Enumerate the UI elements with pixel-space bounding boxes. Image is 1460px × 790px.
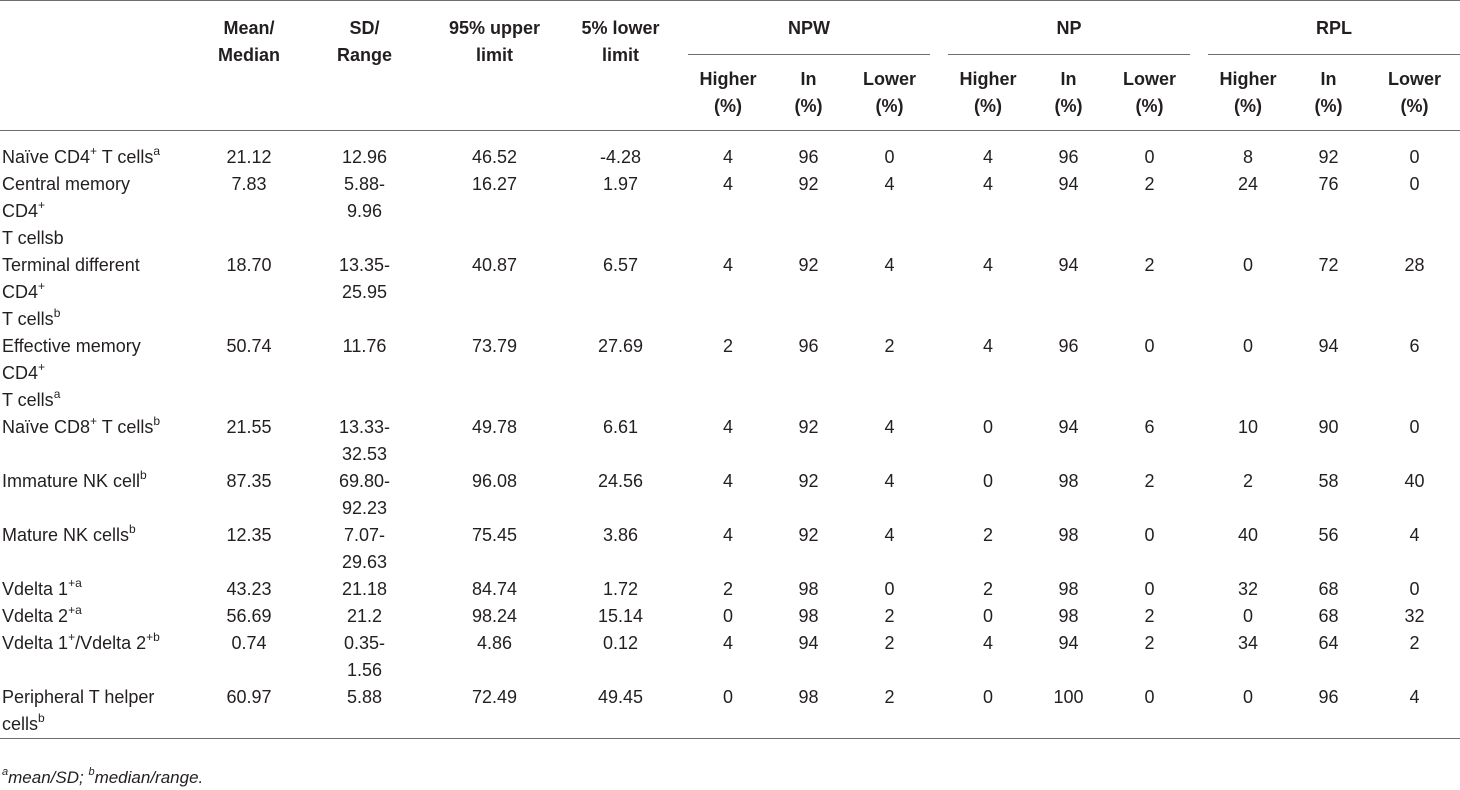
subheader-rpl-1 [1288,55,1369,131]
subheader-rpl-0 [1208,55,1288,131]
cell-lower: -4.28 [599,147,642,167]
cell-rpl-1: 94 [1318,336,1339,356]
cell-rpl-0: 0 [1243,606,1254,626]
cell-npw-1: 98 [798,606,819,626]
group-header-np: NP [948,1,1190,55]
cell-rpl-0: 10 [1238,417,1259,437]
group-header-rpl: RPL [1208,1,1460,55]
label-sup: b [153,414,161,428]
label-text: CD4 [2,282,39,302]
label-text: Vdelta 1 [2,579,69,599]
cell-rpl-1: 96 [1318,687,1339,707]
group-gap [1190,630,1208,684]
label-sup: + [38,198,46,212]
group-gap [930,414,948,468]
cell-rpl-0: 34 [1238,633,1259,653]
group-gap [1190,522,1208,576]
cell-npw-1: 92 [798,471,819,491]
label-sup: + [68,630,76,644]
cell-lower: 24.56 [597,471,644,491]
header-line: (%) [875,96,904,116]
header-line: 95% upper [448,18,541,38]
cell-upper: 84.74 [471,579,518,599]
cell-np-0: 4 [982,174,993,194]
cell-upper: 4.86 [476,633,513,653]
header-upper [436,1,553,131]
subheader-rpl-2 [1369,55,1460,131]
cell-upper: 73.79 [471,336,518,356]
cell-np-2: 2 [1144,471,1155,491]
header-line: Lower [1388,69,1442,89]
cell-npw-0: 4 [722,255,733,275]
header-mean [205,1,293,131]
cell-np-2: 0 [1144,687,1155,707]
label-sup: + [90,144,98,158]
cell-rpl-1: 72 [1318,255,1339,275]
row-label [0,468,205,522]
label-text: Mature NK cells [2,525,130,545]
label-text: Peripheral T helper [2,687,155,707]
cell-mean: 21.55 [226,417,272,437]
row-label [0,522,205,576]
cell-rpl-1: 68 [1318,579,1339,599]
group-gap [1190,603,1208,630]
cell-np-2: 6 [1144,417,1155,437]
cell-npw-1: 96 [798,336,819,356]
cell-rpl-0: 0 [1243,687,1254,707]
label-text: T cells [97,147,154,167]
cell-lower: 0.12 [602,633,639,653]
group-gap [1190,55,1208,131]
header-line: limit [601,45,639,65]
subheader-npw-0 [688,55,768,131]
cell-npw-2: 2 [884,633,895,653]
cell-rpl-0: 24 [1238,174,1259,194]
row-label [0,333,205,414]
cell-np-1: 98 [1058,525,1079,545]
cell-np-0: 4 [982,147,993,167]
cell-rpl-1: 56 [1318,525,1339,545]
cell-npw-1: 94 [798,633,819,653]
table-row [0,576,1460,603]
row-label [0,576,205,603]
cell-np-0: 0 [982,417,993,437]
cell-npw-0: 4 [722,174,733,194]
sd-line: 69.80- [338,471,391,491]
cell-npw-2: 4 [884,255,895,275]
group-gap [930,333,948,414]
cell-rpl-2: 28 [1404,255,1425,275]
header-line: In [1060,69,1077,89]
cell-upper: 98.24 [471,606,518,626]
cell-upper: 49.78 [471,417,518,437]
header-line: Range [336,45,392,65]
header-line: Higher [1219,69,1277,89]
cell-sd [293,576,436,603]
cell-mean: 21.12 [226,147,272,167]
cell-rpl-0: 8 [1243,147,1254,167]
cell-npw-0: 2 [722,579,733,599]
cell-upper: 40.87 [471,255,518,275]
cell-np-1: 98 [1058,471,1079,491]
cell-np-2: 2 [1144,174,1155,194]
cell-mean: 56.69 [226,606,272,626]
header-line: (%) [1234,96,1263,116]
cell-npw-1: 92 [798,174,819,194]
cell-rpl-0: 0 [1243,336,1254,356]
cell-np-1: 98 [1058,606,1079,626]
cell-upper: 46.52 [471,147,518,167]
header-line: Higher [699,69,757,89]
row-label [0,684,205,739]
group-gap [1190,333,1208,414]
cell-np-2: 0 [1144,525,1155,545]
cell-lower: 49.45 [597,687,644,707]
cell-upper: 75.45 [471,525,518,545]
label-text: CD4 [2,201,39,221]
header-line: In [1320,69,1337,89]
group-gap [1190,1,1208,55]
sd-line: 5.88 [346,687,383,707]
sd-line: 12.96 [341,147,388,167]
label-sup: b [38,711,45,725]
subheader-np-0 [948,55,1028,131]
sd-line: 13.35- [338,255,391,275]
header-line: 5% lower [581,18,660,38]
cell-npw-1: 92 [798,525,819,545]
header-line: (%) [714,96,742,116]
cell-mean: 12.35 [226,525,272,545]
cell-np-2: 0 [1144,336,1155,356]
cell-rpl-0: 32 [1238,579,1259,599]
cell-np-1: 94 [1058,633,1079,653]
header-line: Lower [1123,69,1177,89]
cell-npw-2: 2 [884,606,895,626]
cell-np-0: 0 [982,606,993,626]
subheader-np-2 [1109,55,1190,131]
cell-npw-0: 4 [722,471,733,491]
group-gap [1190,414,1208,468]
cell-np-1: 96 [1058,147,1079,167]
cell-np-1: 94 [1058,255,1079,275]
header-empty [0,1,205,131]
cell-lower: 6.61 [602,417,639,437]
subheader-npw-1 [768,55,849,131]
cell-mean: 18.70 [226,255,272,275]
group-gap [930,1,948,55]
footnote-text: median/range. [94,768,204,787]
table-row [0,131,1460,172]
cell-rpl-2: 2 [1409,633,1420,653]
label-text: Terminal different [2,255,140,275]
header-line: (%) [794,96,823,116]
header-line: Median [217,45,280,65]
cell-rpl-1: 90 [1318,417,1339,437]
cell-sd [293,252,436,333]
footnote-sup: b [88,766,95,779]
sd-line: 7.07- [343,525,386,545]
cell-rpl-1: 92 [1318,147,1339,167]
row-label [0,171,205,252]
cell-sd [293,684,436,739]
cell-np-1: 94 [1058,174,1079,194]
cell-np-2: 2 [1144,255,1155,275]
bottom-rule [0,739,1460,754]
cell-npw-2: 0 [884,579,895,599]
label-sup: +a [68,603,82,617]
cell-rpl-2: 0 [1409,147,1420,167]
cell-sd [293,468,436,522]
cell-npw-0: 0 [722,606,733,626]
header-lower [553,1,688,131]
label-text: /Vdelta 2 [75,633,147,653]
label-text: Immature NK cell [2,471,141,491]
cell-np-2: 2 [1144,606,1155,626]
label-text: CD4 [2,363,39,383]
cell-sd [293,414,436,468]
group-gap [930,630,948,684]
group-gap [930,468,948,522]
label-sup: b [140,468,147,482]
label-sup: +b [146,630,160,644]
cell-rpl-2: 4 [1409,525,1420,545]
cell-rpl-0: 0 [1243,255,1254,275]
cell-sd [293,171,436,252]
header-line: SD/ [349,18,380,38]
row-label [0,603,205,630]
sd-line: 0.35- [343,633,386,653]
row-label [0,131,205,172]
header-line: limit [475,45,513,65]
cell-rpl-2: 4 [1409,687,1420,707]
cell-upper: 72.49 [471,687,518,707]
table-row [0,468,1460,522]
subheader-np-1 [1028,55,1109,131]
cell-npw-1: 96 [798,147,819,167]
cell-npw-0: 4 [722,417,733,437]
header-line: (%) [1135,96,1164,116]
label-sup: +a [68,576,82,590]
row-label [0,252,205,333]
cell-np-1: 94 [1058,417,1079,437]
label-text: Central memory [2,174,131,194]
cell-npw-0: 4 [722,147,733,167]
cell-npw-2: 4 [884,471,895,491]
label-text: Effective memory [2,336,141,356]
cell-mean: 43.23 [226,579,272,599]
cell-rpl-0: 40 [1238,525,1259,545]
footnote-sup: a [2,766,9,779]
header-line: Mean/ [223,18,275,38]
label-text: cells [2,714,39,734]
header-line: In [800,69,817,89]
header-line: Lower [862,69,916,89]
cell-np-0: 2 [982,525,993,545]
group-gap [930,55,948,131]
cell-lower: 1.72 [602,579,639,599]
cell-npw-2: 0 [884,147,895,167]
table-row [0,630,1460,684]
cell-rpl-1: 76 [1318,174,1339,194]
cell-npw-1: 92 [798,417,819,437]
sd-line: 1.56 [346,660,383,680]
label-text: T cells [2,309,54,329]
group-gap [1190,252,1208,333]
footnote [2,767,203,789]
cell-rpl-2: 6 [1409,336,1420,356]
cell-lower: 15.14 [597,606,644,626]
cell-rpl-1: 68 [1318,606,1339,626]
label-sup: + [38,279,46,293]
group-header-npw: NPW [688,1,930,55]
cell-npw-2: 4 [884,417,895,437]
group-gap [1190,468,1208,522]
cell-upper: 16.27 [471,174,518,194]
cell-np-1: 100 [1053,687,1084,707]
cell-np-2: 0 [1144,147,1155,167]
cell-npw-0: 4 [722,633,733,653]
table-row [0,252,1460,333]
cell-sd [293,333,436,414]
table-end [0,739,1460,754]
label-text: T cells [2,390,54,410]
cell-npw-2: 4 [884,525,895,545]
label-text: T cells [97,417,154,437]
label-text: Naïve CD8 [2,417,91,437]
row-label [0,414,205,468]
cell-mean: 7.83 [231,174,267,194]
sd-line: 21.18 [341,579,388,599]
group-gap [930,171,948,252]
cell-lower: 6.57 [602,255,639,275]
label-sup: a [53,387,61,401]
cell-mean: 87.35 [226,471,272,491]
group-gap [930,522,948,576]
sd-line: 11.76 [342,336,387,356]
label-text: Vdelta 2 [2,606,69,626]
cell-rpl-2: 0 [1409,174,1420,194]
subheader-npw-2 [849,55,930,131]
table-row [0,684,1460,739]
group-gap [930,576,948,603]
cell-np-2: 2 [1144,633,1155,653]
group-gap [930,603,948,630]
cell-np-0: 0 [982,687,993,707]
label-sup: b [129,522,136,536]
cell-npw-2: 4 [884,174,895,194]
header-sd [293,1,436,131]
group-gap [1190,131,1208,172]
cell-rpl-0: 2 [1243,471,1254,491]
cell-np-0: 4 [982,255,993,275]
cell-np-0: 4 [982,633,993,653]
cell-rpl-2: 40 [1404,471,1425,491]
label-sup: + [38,360,46,374]
cell-npw-0: 0 [722,687,733,707]
cell-npw-2: 2 [884,336,895,356]
sd-line: 29.63 [341,552,388,572]
sd-line: 25.95 [341,282,388,302]
label-text: Vdelta 1 [2,633,69,653]
sd-line: 92.23 [341,498,388,518]
cell-rpl-2: 32 [1404,606,1425,626]
label-text: Naïve CD4 [2,147,91,167]
cell-np-1: 96 [1058,336,1079,356]
group-gap [1190,576,1208,603]
cell-sd [293,630,436,684]
cell-upper: 96.08 [471,471,518,491]
header-line: Higher [959,69,1017,89]
group-gap [930,684,948,739]
sd-line: 9.96 [346,201,383,221]
table-row [0,522,1460,576]
cell-sd [293,522,436,576]
sd-line: 21.2 [346,606,383,626]
cell-lower: 3.86 [602,525,639,545]
header-line: (%) [1400,96,1429,116]
cell-rpl-2: 0 [1409,579,1420,599]
cell-mean: 0.74 [231,633,267,653]
table-row [0,333,1460,414]
sd-line: 5.88- [343,174,386,194]
table-row [0,414,1460,468]
table-row [0,171,1460,252]
cell-np-0: 2 [982,579,993,599]
cell-npw-1: 92 [798,255,819,275]
cell-rpl-2: 0 [1409,417,1420,437]
cell-lower: 27.69 [597,336,644,356]
cell-npw-1: 98 [798,687,819,707]
row-label [0,630,205,684]
cell-np-1: 98 [1058,579,1079,599]
cell-np-0: 0 [982,471,993,491]
label-sup: a [153,144,161,158]
cell-npw-2: 2 [884,687,895,707]
cell-mean: 60.97 [226,687,272,707]
label-sup: + [90,414,98,428]
cell-sd [293,131,436,172]
cell-mean: 50.74 [226,336,272,356]
cell-npw-0: 4 [722,525,733,545]
cell-rpl-1: 58 [1318,471,1339,491]
cell-lower: 1.97 [602,174,639,194]
cell-npw-0: 2 [722,336,733,356]
cell-npw-1: 98 [798,579,819,599]
sd-line: 32.53 [341,444,388,464]
sd-line: 13.33- [338,417,391,437]
cell-np-2: 0 [1144,579,1155,599]
header-line: (%) [1314,96,1343,116]
group-gap [1190,684,1208,739]
label-sup: b [53,306,61,320]
cell-rpl-1: 64 [1318,633,1339,653]
group-gap [930,252,948,333]
label-text: T cellsb [2,228,64,248]
group-gap [930,131,948,172]
cell-sd [293,603,436,630]
header-line: (%) [1054,96,1083,116]
footnote-text: mean/SD; [8,768,89,787]
cell-np-0: 4 [982,336,993,356]
header-line: (%) [974,96,1002,116]
group-gap [1190,171,1208,252]
table-row [0,603,1460,630]
